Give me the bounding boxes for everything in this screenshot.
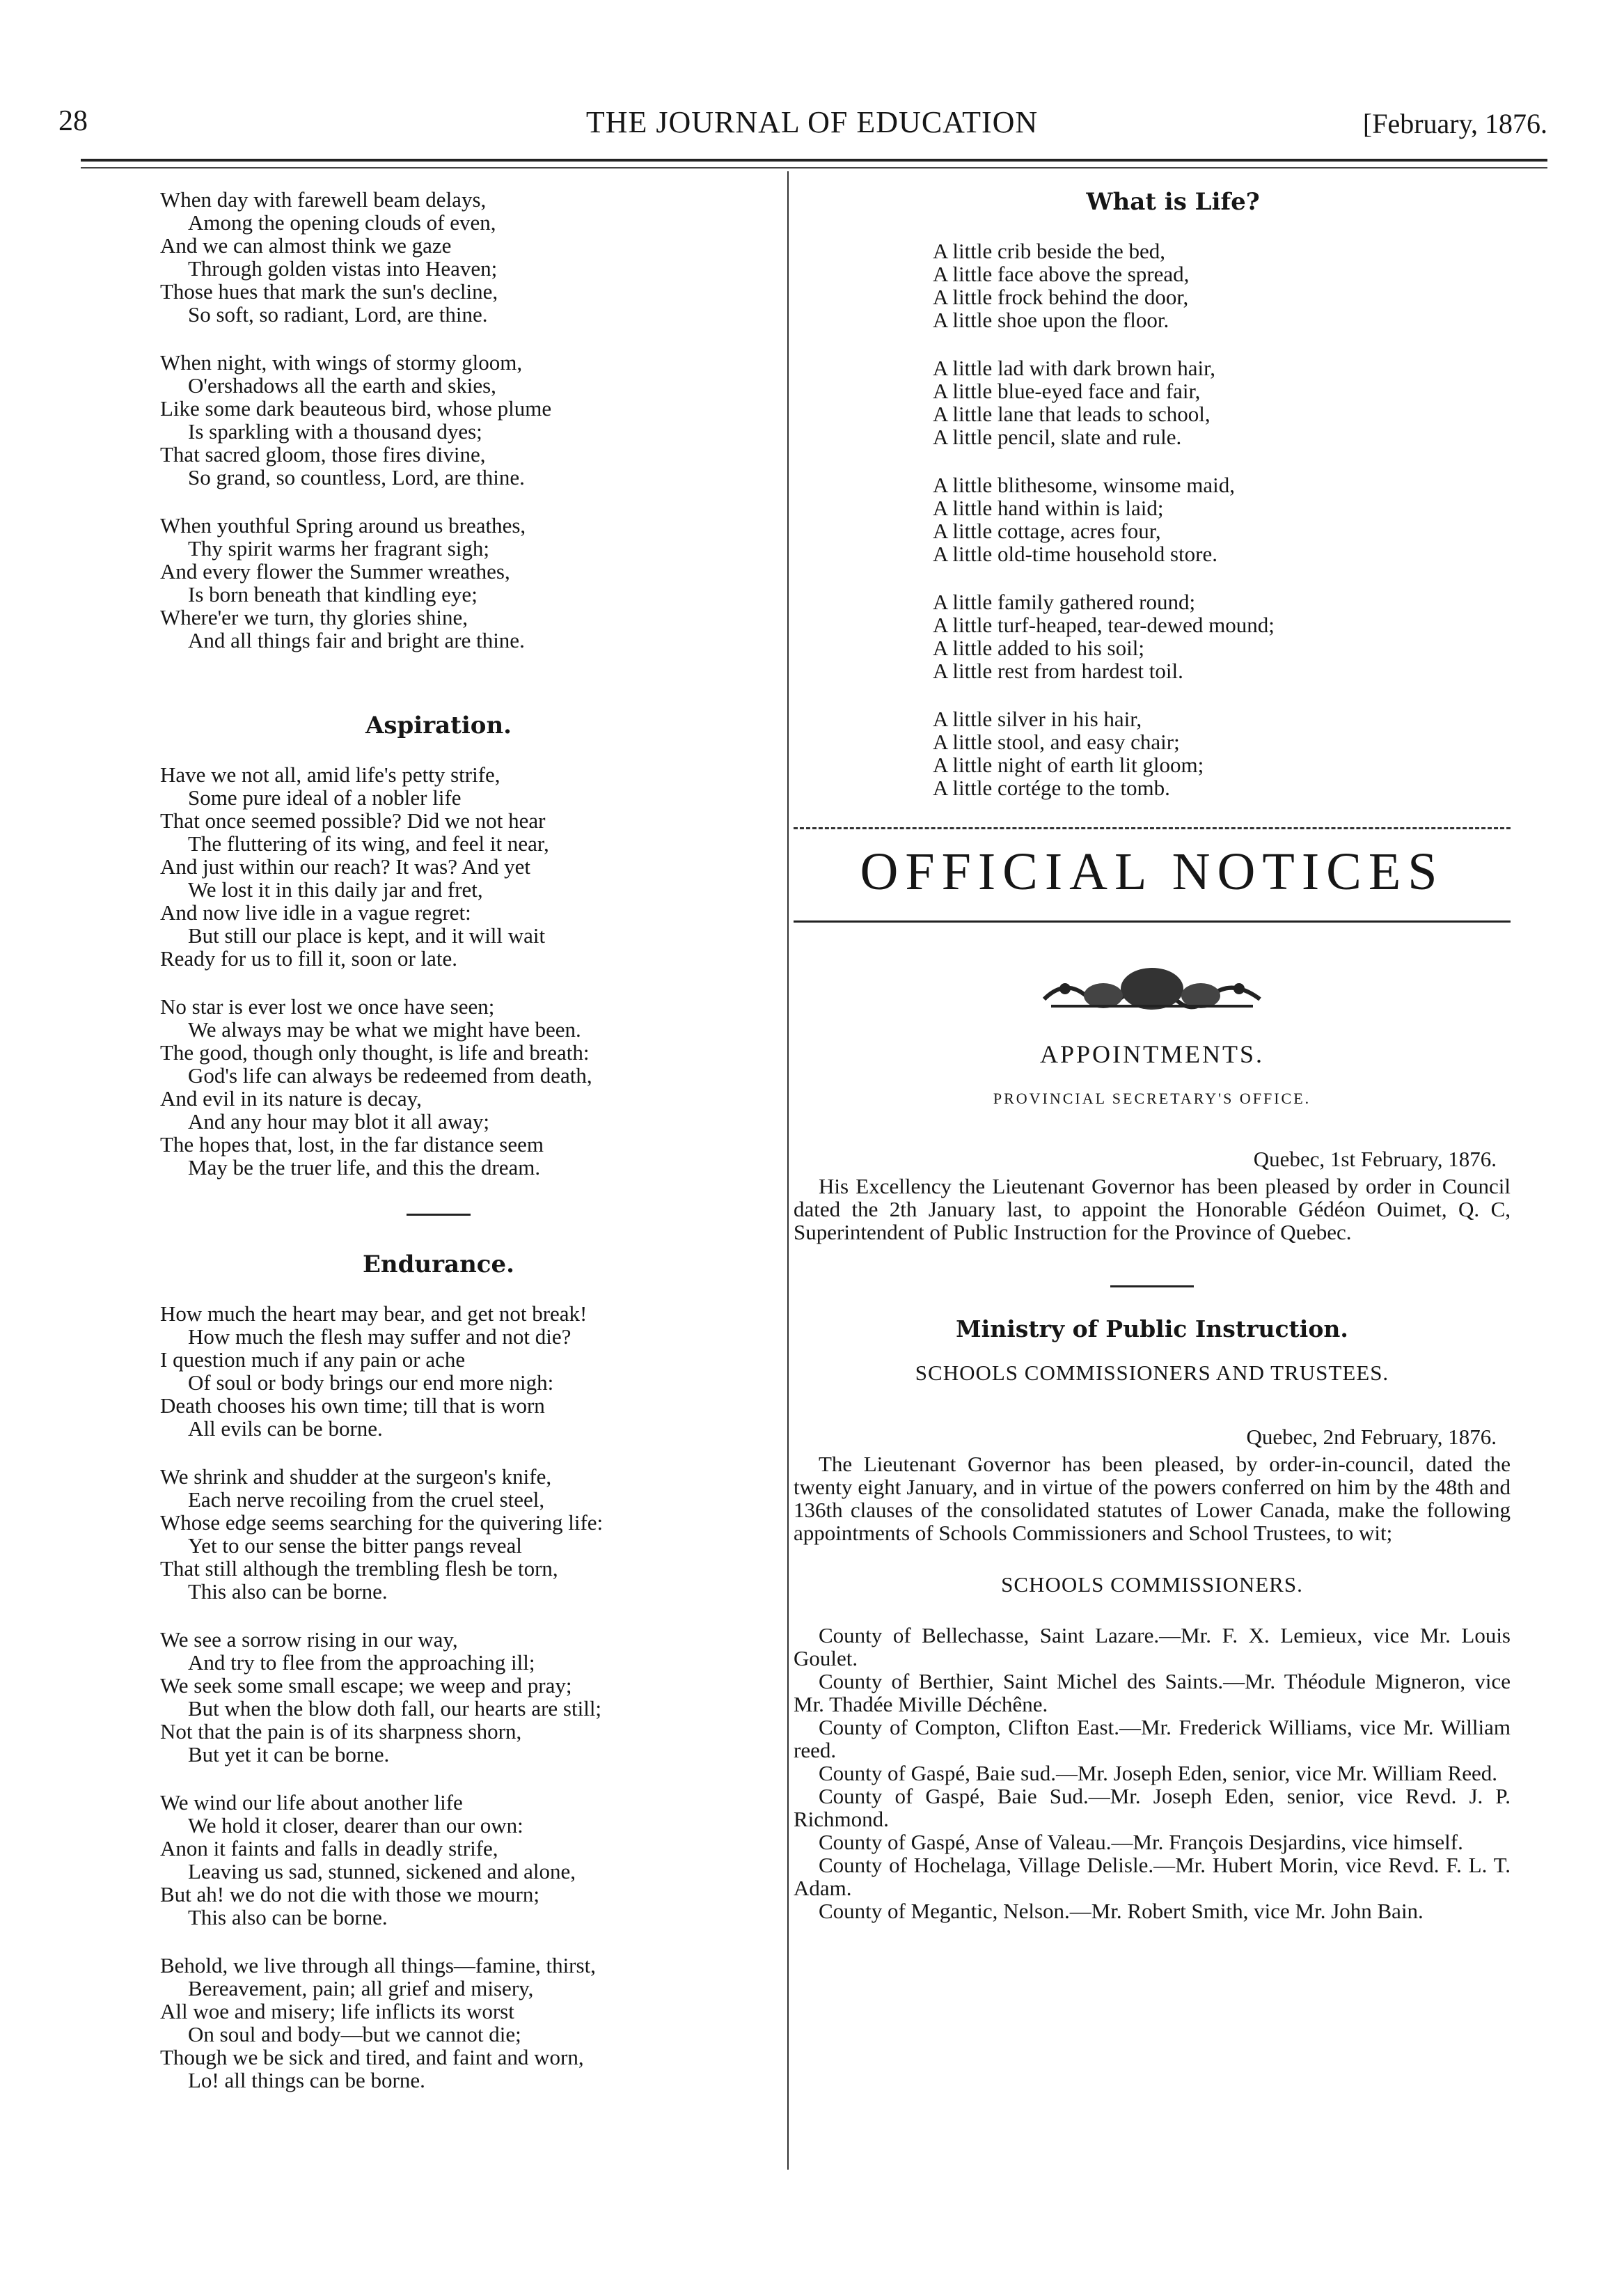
poem-title-aspiration: Aspiration. (365, 712, 512, 739)
stanza (933, 473, 1511, 565)
poem-line: O'ershadows all the earth and skies, (188, 373, 496, 398)
poem-line: Among the opening clouds of even, (188, 210, 496, 235)
stanza (160, 351, 717, 489)
poem-line: That sacred gloom, those fires divine, (160, 442, 486, 467)
commissioner-entry: County of Megantic, Nelson.—Mr. Robert Smith, vice Mr. John Bain. (819, 1899, 1424, 1923)
poem-line: A little cortége to the tomb. (933, 776, 1170, 800)
poem-line: A little frock behind the door, (933, 285, 1189, 309)
stanza (933, 240, 1511, 331)
stanza (160, 1465, 717, 1603)
poem-line: A little rest from hardest toil. (933, 659, 1183, 683)
official-notices-title: OFFICIAL NOTICES (860, 843, 1444, 901)
poem-line: All evils can be borne. (188, 1416, 383, 1441)
poem-line: We hold it closer, dearer than our own: (188, 1813, 523, 1838)
poem-line: Death chooses his own time; till that is worn (160, 1393, 545, 1418)
stanza (160, 514, 717, 652)
poem-line: Of soul or body brings our end more nigh: (188, 1370, 554, 1395)
poem-line: And now live idle in a vague regret: (160, 900, 471, 925)
poem-line: Anon it faints and falls in deadly strife, (160, 1836, 498, 1860)
poem-line: And every flower the Summer wreathes, (160, 559, 510, 583)
poem-line: And evil in its nature is decay, (160, 1086, 422, 1111)
poem-untitled (160, 188, 717, 652)
poem-line: How much the flesh may suffer and not die? (188, 1324, 571, 1349)
ornament-icon (1037, 957, 1267, 1020)
poem-line: Not that the pain is of its sharpness shorn, (160, 1719, 522, 1744)
poem-line: A little blue-eyed face and fair, (933, 379, 1201, 403)
poem-line: A little old-time household store. (933, 542, 1217, 566)
poem-line: A little cottage, acres four, (933, 519, 1161, 543)
section-divider (1110, 1285, 1194, 1287)
stanza (933, 356, 1511, 448)
stanza (160, 1628, 717, 1766)
stanza (160, 763, 717, 970)
poem-line: I question much if any pain or ache (160, 1347, 466, 1372)
poem-line: We wind our life about another life (160, 1790, 463, 1815)
appointment-text: His Excellency the Lieutenant Governor has been pleased by order in Council dated the 2th January last, to appoint the Honorable Gédéon Ouimet, Q. C, Superintendent of Public Instruction for the Province of Quebec. (794, 1174, 1511, 1244)
poem-line: We lost it in this daily jar and fret, (188, 877, 483, 902)
ministry-subheading: SCHOOLS COMMISSIONERS AND TRUSTEES. (915, 1361, 1389, 1385)
poem-line: A little blithesome, winsome maid, (933, 473, 1235, 497)
poem-line: A little stool, and easy chair; (933, 730, 1180, 754)
right-column (794, 188, 1511, 1922)
poem-line: A little lad with dark brown hair, (933, 356, 1215, 380)
poem-line: All woe and misery; life inflicts its worst (160, 1999, 514, 2023)
section-divider (407, 1214, 471, 1216)
stanza (160, 1302, 717, 1440)
poem-line: And we can almost think we gaze (160, 233, 452, 258)
commissioner-entry: County of Gaspé, Anse of Valeau.—Mr. François Desjardins, vice himself. (819, 1830, 1463, 1854)
stanza (933, 590, 1511, 682)
poem-line: This also can be borne. (188, 1905, 388, 1929)
poem-line: Lo! all things can be borne. (188, 2068, 425, 2092)
appointment-date: Quebec, 1st February, 1876. (1253, 1147, 1497, 1171)
poem-line: So grand, so countless, Lord, are thine. (188, 465, 525, 489)
poem-line: Though we be sick and tired, and faint and worn, (160, 2045, 584, 2069)
poem-endurance (160, 1302, 717, 2092)
poem-line: When youthful Spring around us breathes, (160, 513, 526, 538)
journal-title: THE JOURNAL OF EDUCATION (585, 105, 1039, 139)
poem-line: A little crib beside the bed, (933, 239, 1166, 263)
stanza (933, 707, 1511, 799)
notices-top-rule (794, 827, 1511, 829)
header-rule-thin (81, 167, 1547, 169)
poem-line: A little added to his soil; (933, 636, 1144, 660)
poem-line: Where'er we turn, thy glories shine, (160, 605, 468, 629)
poem-line: Those hues that mark the sun's decline, (160, 279, 498, 304)
poem-title-endurance: Endurance. (363, 1251, 514, 1278)
stanza (160, 1954, 717, 2092)
poem-line: Through golden vistas into Heaven; (188, 256, 498, 281)
poem-line: May be the truer life, and this the dream. (188, 1155, 541, 1180)
poem-line: This also can be borne. (188, 1579, 388, 1604)
poem-line: Some pure ideal of a nobler life (188, 785, 462, 810)
poem-line: So soft, so radiant, Lord, are thine. (188, 302, 488, 327)
poem-line: We seek some small escape; we weep and pray; (160, 1673, 572, 1698)
poem-line: God's life can always be redeemed from death, (188, 1063, 592, 1088)
poem-line: That still although the trembling flesh be torn, (160, 1556, 558, 1581)
poem-line: Bereavement, pain; all grief and misery, (188, 1976, 534, 2000)
poem-line: And any hour may blot it all away; (188, 1109, 490, 1134)
poem-line: No star is ever lost we once have seen; (160, 994, 495, 1019)
commissioner-entry: County of Compton, Clifton East.—Mr. Frederick Williams, vice Mr. William reed. (794, 1715, 1511, 1762)
poem-line: Behold, we live through all things—famine, thirst, (160, 1953, 596, 1977)
poem-line: A little silver in his hair, (933, 707, 1142, 731)
poem-line: A little pencil, slate and rule. (933, 425, 1182, 449)
poem-line: Leaving us sad, stunned, sickened and alone, (188, 1859, 576, 1883)
poem-line: The fluttering of its wing, and feel it near, (188, 831, 549, 856)
poem-line: And just within our reach? It was? And yet (160, 854, 531, 879)
poem-line: A little hand within is laid; (933, 496, 1164, 520)
commissioner-entry: County of Bellechasse, Saint Lazare.—Mr. F. X. Lemieux, vice Mr. Louis Goulet. (794, 1623, 1511, 1670)
poem-line: And try to flee from the approaching ill; (188, 1650, 535, 1675)
poem-line: And all things fair and bright are thine. (188, 628, 525, 652)
poem-what-is-life (794, 240, 1511, 799)
poem-line: We always may be what we might have been. (188, 1017, 581, 1042)
appointments-heading: APPOINTMENTS. (1039, 1040, 1265, 1068)
poem-line: Whose edge seems searching for the quivering life: (160, 1510, 604, 1535)
poem-line: Each nerve recoiling from the cruel steel, (188, 1487, 545, 1512)
poem-line: On soul and body—but we cannot die; (188, 2022, 521, 2046)
poem-aspiration (160, 763, 717, 1179)
left-column (160, 188, 717, 2117)
poem-line: We shrink and shudder at the surgeon's knife, (160, 1464, 552, 1489)
poem-line: When night, with wings of stormy gloom, (160, 350, 523, 375)
poem-line: Ready for us to fill it, soon or late. (160, 946, 458, 971)
poem-line: But still our place is kept, and it will wait (188, 923, 546, 948)
commissioners-list (794, 1624, 1511, 1922)
ministry-heading: Ministry of Public Instruction. (956, 1315, 1348, 1342)
poem-line: Is born beneath that kindling eye; (188, 582, 478, 606)
stanza (160, 995, 717, 1179)
header-rule (81, 159, 1547, 162)
page-number: 28 (58, 105, 88, 137)
poem-line: A little turf-heaped, tear-dewed mound; (933, 613, 1275, 637)
commissioner-entry: County of Gaspé, Baie Sud.—Mr. Joseph Eden, senior, vice Revd. J. P. Richmond. (794, 1784, 1511, 1831)
poem-line: That once seemed possible? Did we not hear (160, 808, 546, 833)
poem-line: A little night of earth lit gloom; (933, 753, 1204, 777)
poem-line: A little shoe upon the floor. (933, 308, 1169, 332)
poem-title-what-is-life: What is Life? (1086, 188, 1260, 216)
poem-line: But yet it can be borne. (188, 1742, 390, 1766)
poem-line: A little family gathered round; (933, 590, 1196, 614)
poem-line: Yet to our sense the bitter pangs reveal (188, 1533, 522, 1558)
notices-bottom-rule (794, 920, 1511, 923)
poem-line: But when the blow doth fall, our hearts are still; (188, 1696, 602, 1721)
poem-line: But ah! we do not die with those we mourn; (160, 1882, 539, 1906)
stanza (160, 188, 717, 326)
poem-line: Like some dark beauteous bird, whose plume (160, 396, 552, 421)
poem-line: The good, though only thought, is life and breath: (160, 1040, 590, 1065)
commissioners-heading: SCHOOLS COMMISSIONERS. (1001, 1572, 1303, 1597)
poem-line: A little lane that leads to school, (933, 402, 1211, 426)
poem-line: When day with farewell beam delays, (160, 187, 487, 212)
poem-line: A little face above the spread, (933, 262, 1190, 286)
commissioner-entry: County of Gaspé, Baie sud.—Mr. Joseph Eden, senior, vice Mr. William Reed. (819, 1761, 1498, 1785)
poem-line: Thy spirit warms her fragrant sigh; (188, 536, 490, 561)
office-heading: PROVINCIAL SECRETARY'S OFFICE. (993, 1090, 1311, 1107)
ministry-date: Quebec, 2nd February, 1876. (1246, 1425, 1497, 1449)
poem-line: How much the heart may bear, and get not break! (160, 1301, 588, 1326)
column-divider (787, 171, 789, 2170)
poem-line: We see a sorrow rising in our way, (160, 1627, 458, 1652)
issue-date: [February, 1876. (1362, 108, 1547, 139)
stanza (160, 1791, 717, 1929)
poem-line: Is sparkling with a thousand dyes; (188, 419, 482, 444)
commissioner-entry: County of Berthier, Saint Michel des Saints.—Mr. Théodule Migneron, vice Mr. Thadée Miville Déchêne. (794, 1669, 1511, 1716)
poem-line: The hopes that, lost, in the far distance seem (160, 1132, 544, 1157)
commissioner-entry: County of Hochelaga, Village Delisle.—Mr. Hubert Morin, vice Revd. F. L. T. Adam. (794, 1853, 1511, 1900)
page-header (0, 104, 1624, 153)
ministry-text: The Lieutenant Governor has been pleased, by order-in-council, dated the twenty eight January, and in virtue of the powers conferred on him by the 48th and 136th clauses of the consolidated statutes of Lower Canada, make the following appointments of Schools Commissioners and School Trustees, to wit; (794, 1452, 1511, 1545)
poem-line: Have we not all, amid life's petty strife, (160, 762, 500, 787)
